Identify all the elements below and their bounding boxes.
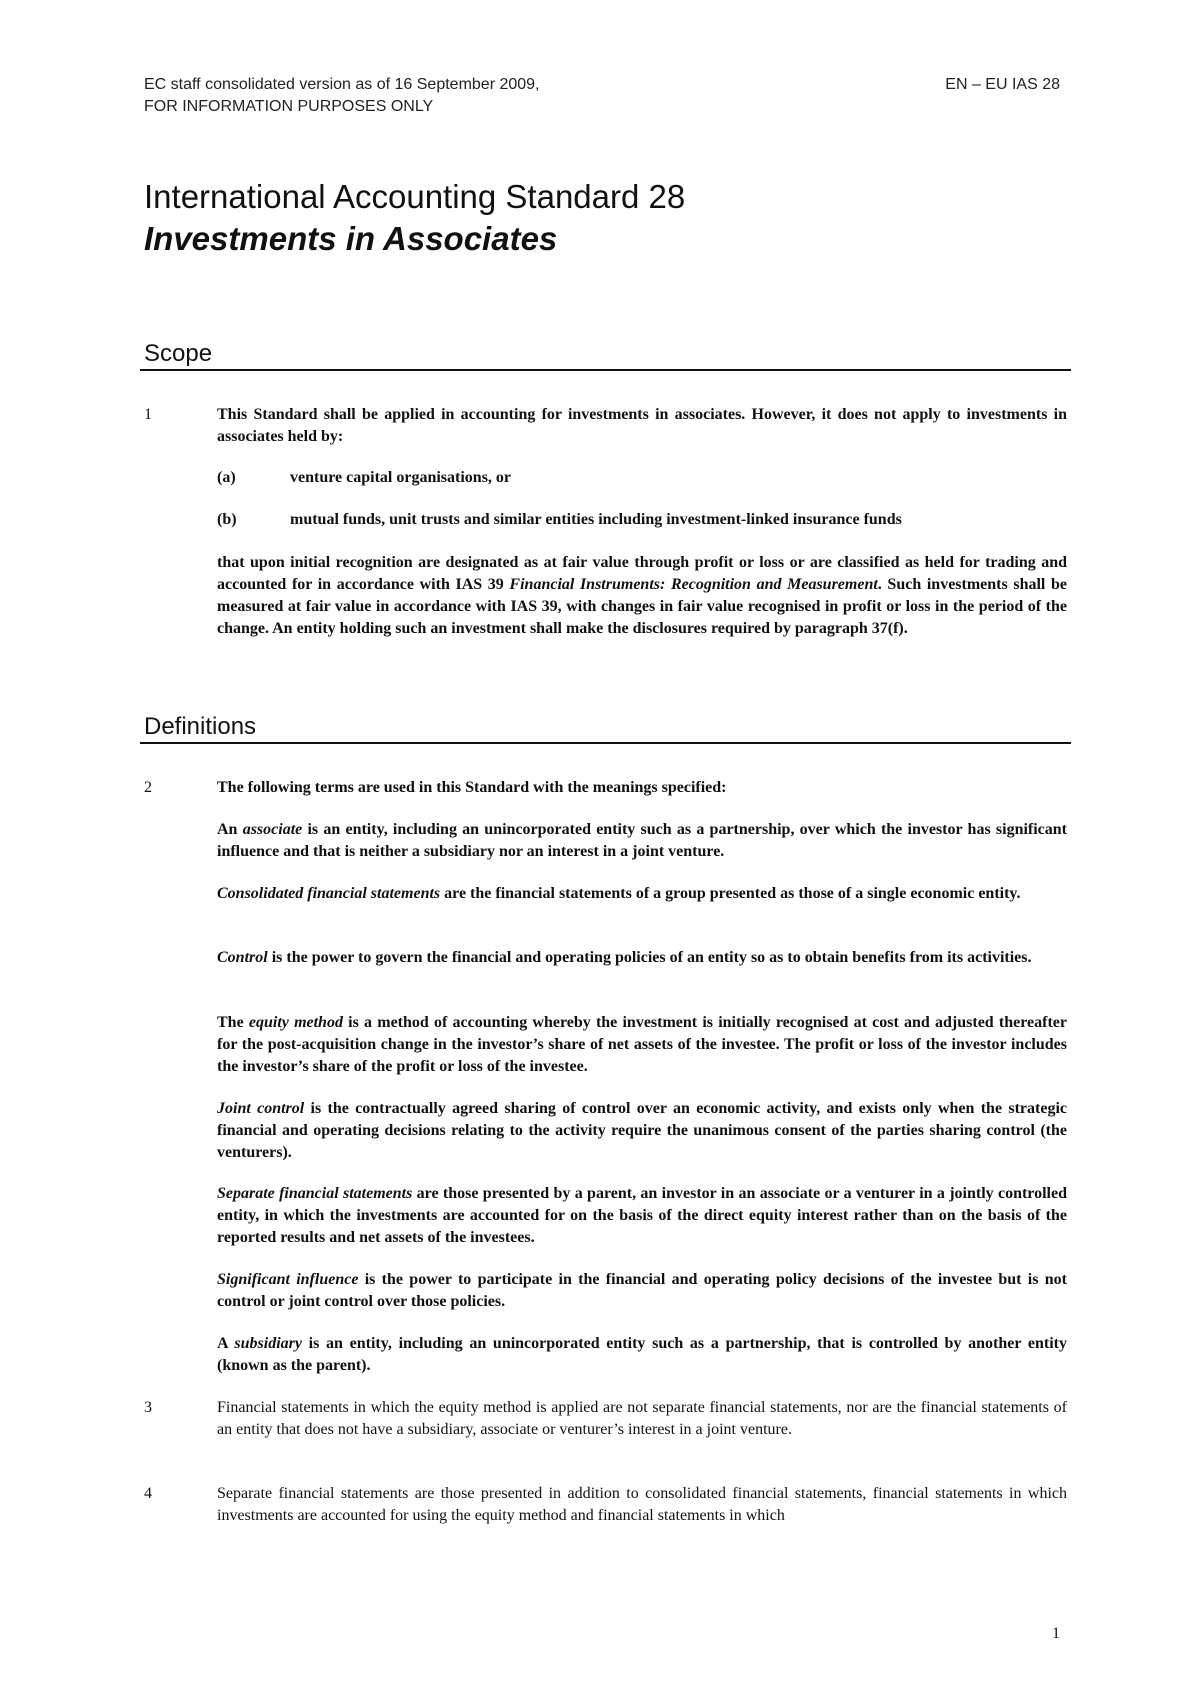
list-item-b-text: mutual funds, unit trusts and similar entities including investment-linked insurance funds — [290, 511, 902, 528]
paragraph-number-4: 4 — [144, 1485, 152, 1502]
header-standard-code: EN – EU IAS 28 — [945, 76, 1060, 93]
list-item-a-label: (a) — [217, 469, 236, 486]
paragraph-number-3: 3 — [144, 1399, 152, 1416]
title-main: International Accounting Standard 28 — [144, 178, 686, 215]
title-subtitle: Investments in Associates — [144, 220, 558, 257]
document-title — [144, 176, 685, 260]
section-heading-scope: Scope — [140, 339, 1071, 371]
definition-subsidiary: A subsidiary is an entity, including an unincorporated entity such as a partnership, that is controlled by another entity (known as the parent). — [217, 1335, 1068, 1374]
paragraph-1-continuation: that upon initial recognition are designated as at fair value through profit or loss or are classified as held for trading and accounted for in accordance with IAS 39 Financial Instruments: Recognition and Measurement. Such investments shall be measured at fair value in accordance with IAS 39, with changes in fair value recognised in profit or loss in the period of the change. An entity holding such an investment shall make the disclosures required by paragraph 37(f). — [217, 554, 1068, 637]
running-header — [144, 74, 540, 118]
definition-consolidated-financial-statements: Consolidated financial statements are the financial statements of a group presented as those of a single economic entity. — [217, 885, 1021, 902]
definition-associate: An associate is an entity, including an unincorporated entity such as a partnership, over which the investor has significant influence and that is neither a subsidiary nor an interest in a joint venture. — [217, 821, 1068, 860]
list-item-a-text: venture capital organisations, or — [290, 469, 512, 486]
definition-significant-influence: Significant influence is the power to participate in the financial and operating policy decisions of the investee but is not control or joint control over those policies. — [217, 1271, 1068, 1310]
ias39-title: Financial Instruments: Recognition and Measurement — [509, 576, 878, 593]
page-number: 1 — [1052, 1625, 1060, 1642]
paragraph-3-text: Financial statements in which the equity method is applied are not separate financial statements, nor are the financial statements of an entity that does not have a subsidiary, associate or venturer’s interest in a joint venture. — [217, 1399, 1067, 1438]
header-version-line: EC staff consolidated version as of 16 September 2009, — [144, 76, 540, 93]
definition-equity-method: The equity method is a method of accounting whereby the investment is initially recognised at cost and adjusted thereafter for the post-acquisition change in the investor’s share of net assets of the investee. The profit or loss of the investor includes the investor’s share of the profit or loss of the investee. — [217, 1014, 1068, 1075]
paragraph-number-1: 1 — [144, 406, 152, 423]
paragraph-number-2: 2 — [144, 779, 152, 796]
definition-control: Control is the power to govern the financial and operating policies of an entity so as to obtain benefits from its activities. — [217, 949, 1032, 966]
list-item-b-label: (b) — [217, 511, 237, 528]
paragraph-1-text: This Standard shall be applied in accounting for investments in associates. However, it does not apply to investments in associates held by: — [217, 406, 1067, 445]
paragraph-2-intro: The following terms are used in this Standard with the meanings specified: — [217, 779, 727, 796]
definition-separate-financial-statements: Separate financial statements are those presented by a parent, an investor in an associate or a venturer in a jointly controlled entity, in which the investments are accounted for on the basis of the direct equity interest rather than on the basis of the reported results and net assets of the investees. — [217, 1185, 1068, 1246]
header-info-line: FOR INFORMATION PURPOSES ONLY — [144, 98, 434, 115]
section-heading-definitions: Definitions — [140, 712, 1071, 744]
definition-joint-control: Joint control is the contractually agreed sharing of control over an economic activity, and exists only when the strategic financial and operating decisions relating to the activity require the unanimous consent of the parties sharing control (the venturers). — [217, 1100, 1068, 1161]
paragraph-4-text: Separate financial statements are those presented in addition to consolidated financial statements, financial statements in which investments are accounted for using the equity method and financial statements in which — [217, 1485, 1067, 1524]
